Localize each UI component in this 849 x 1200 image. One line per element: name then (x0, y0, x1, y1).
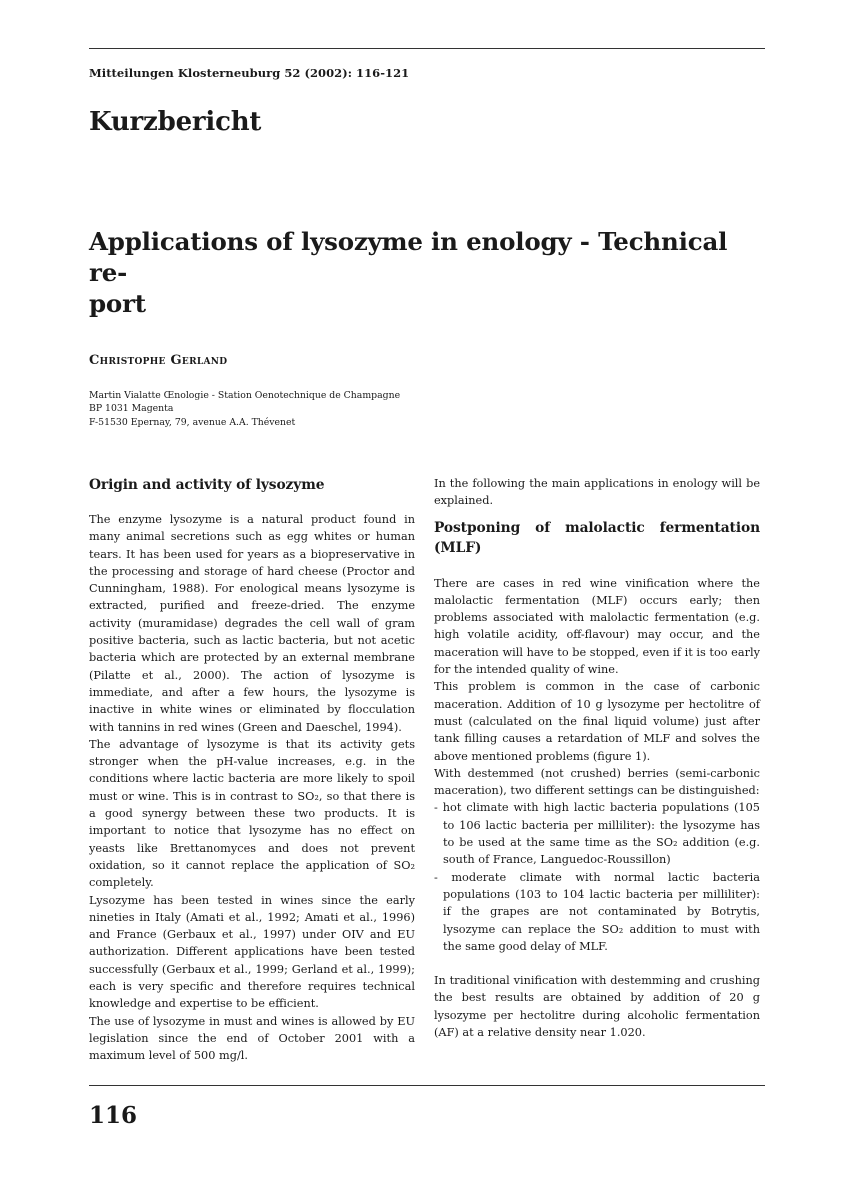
body-paragraph: This problem is common in the case of carbonic maceration. Addition of 10 g lysozyme per hectolitre of must (calculated on the final liquid volume) just after tank filling causes a retardation of MLF and solves the above mentioned problems (figure 1). (434, 680, 760, 763)
journal-reference: Mitteilungen Klosterneuburg 52 (2002): 116-121 (89, 66, 410, 80)
body-paragraph: Lysozyme has been tested in wines since the early nineties in Italy (Amati et al., 1992; Amati et al., 1996) and France (Gerbaux et al., 1997) under OIV and EU authorization. Different applications have been tested successfully (Gerbaux et al., 1999; Gerland et al., 1999); each is very specific and therefore requires technical knowledge and expertise to be efficient. (89, 893, 415, 1011)
section-heading-origin: Origin and activity of lysozyme (89, 477, 325, 493)
body-paragraph: The use of lysozyme in must and wines is allowed by EU legislation since the end of October 2001 with a maximum level of 500 mg/l. (89, 1014, 415, 1063)
body-paragraph: The advantage of lysozyme is that its activity gets stronger when the pH-value increases, e.g. in the conditions where lactic bacteria are more likely to spoil must or wine. This is in contrast to SO₂, so that there is a good synergy between these two products. It is important to notice that lysozyme has no effect on yeasts like Brettanomyces and does not prevent oxidation, so it cannot replace the application of SO₂ completely. (89, 737, 415, 890)
body-paragraph: There are cases in red wine vinification where the malolactic fermentation (MLF) occurs early; then problems associated with malolactic fermentation (e.g. high volatile acidity, off-flavour) may occur, and the maceration will have to be stopped, even if it is too early for the intended quality of wine. (434, 576, 760, 677)
top-rule (89, 48, 765, 49)
affiliation-line: Martin Vialatte Œnologie - Station Oenotechnique de Champagne (89, 390, 401, 401)
body-paragraph: The enzyme lysozyme is a natural product found in many animal secretions such as egg whites or human tears. It has been used for years as a biopreservative in the processing and storage of hard cheese (Proctor and Cunningham, 1988). For enological means lysozyme is extracted, purified and freeze-dried. The enzyme activity (muramidase) degrades the cell wall of gram positive bacteria, such as lactic bacteria, but not acetic bacteria which are protected by an external membrane (Pilatte et al., 2000). The action of lysozyme is immediate, and after a few hours, the lysozyme is inactive in white wines or eliminated by flocculation with tannins in red wines (Green and Daeschel, 1994). (89, 513, 415, 734)
affiliation-line: F-51530 Epernay, 79, avenue A.A. Thévenet (89, 416, 296, 428)
body-paragraph: With destemmed (not crushed) berries (semi-carbonic maceration), two different settings can be distinguished: (434, 766, 760, 798)
bottom-rule (89, 1085, 765, 1086)
section-label: Kurzbericht (89, 107, 262, 137)
body-paragraph: In traditional vinification with destemming and crushing the best results are obtained by addition of 20 g lysozyme per hectolitre during alcoholic fermentation (AF) at a relative density near 1.020. (434, 974, 760, 1040)
affiliation (89, 389, 400, 429)
section-heading-mlf: Postponing of malolactic fermentation (MLF) (434, 519, 760, 556)
article-title: Applications of lysozyme in enology - Technical re- port (89, 227, 728, 318)
intro-paragraph: In the following the main applications in enology will be explained. (434, 477, 760, 508)
left-column (89, 475, 415, 1065)
right-column (434, 475, 760, 1041)
page-number: 116 (89, 1102, 138, 1129)
affiliation-line: BP 1031 Magenta (89, 403, 174, 415)
list-item: - moderate climate with normal lactic bacteria populations (103 to 104 lactic bacteria per milliliter): if the grapes are not contaminated by Botrytis, lysozyme can replace the SO₂ addition to must with the same good delay of MLF. (434, 870, 760, 953)
list-item: - hot climate with high lactic bacteria populations (105 to 106 lactic bacteria per milliliter): the lysozyme has to be used at the same time as the SO₂ addition (e.g. south of France, Languedoc-Roussillon) (434, 801, 760, 867)
author-name: Christophe Gerland (89, 353, 228, 368)
paragraph-gap (434, 955, 760, 972)
